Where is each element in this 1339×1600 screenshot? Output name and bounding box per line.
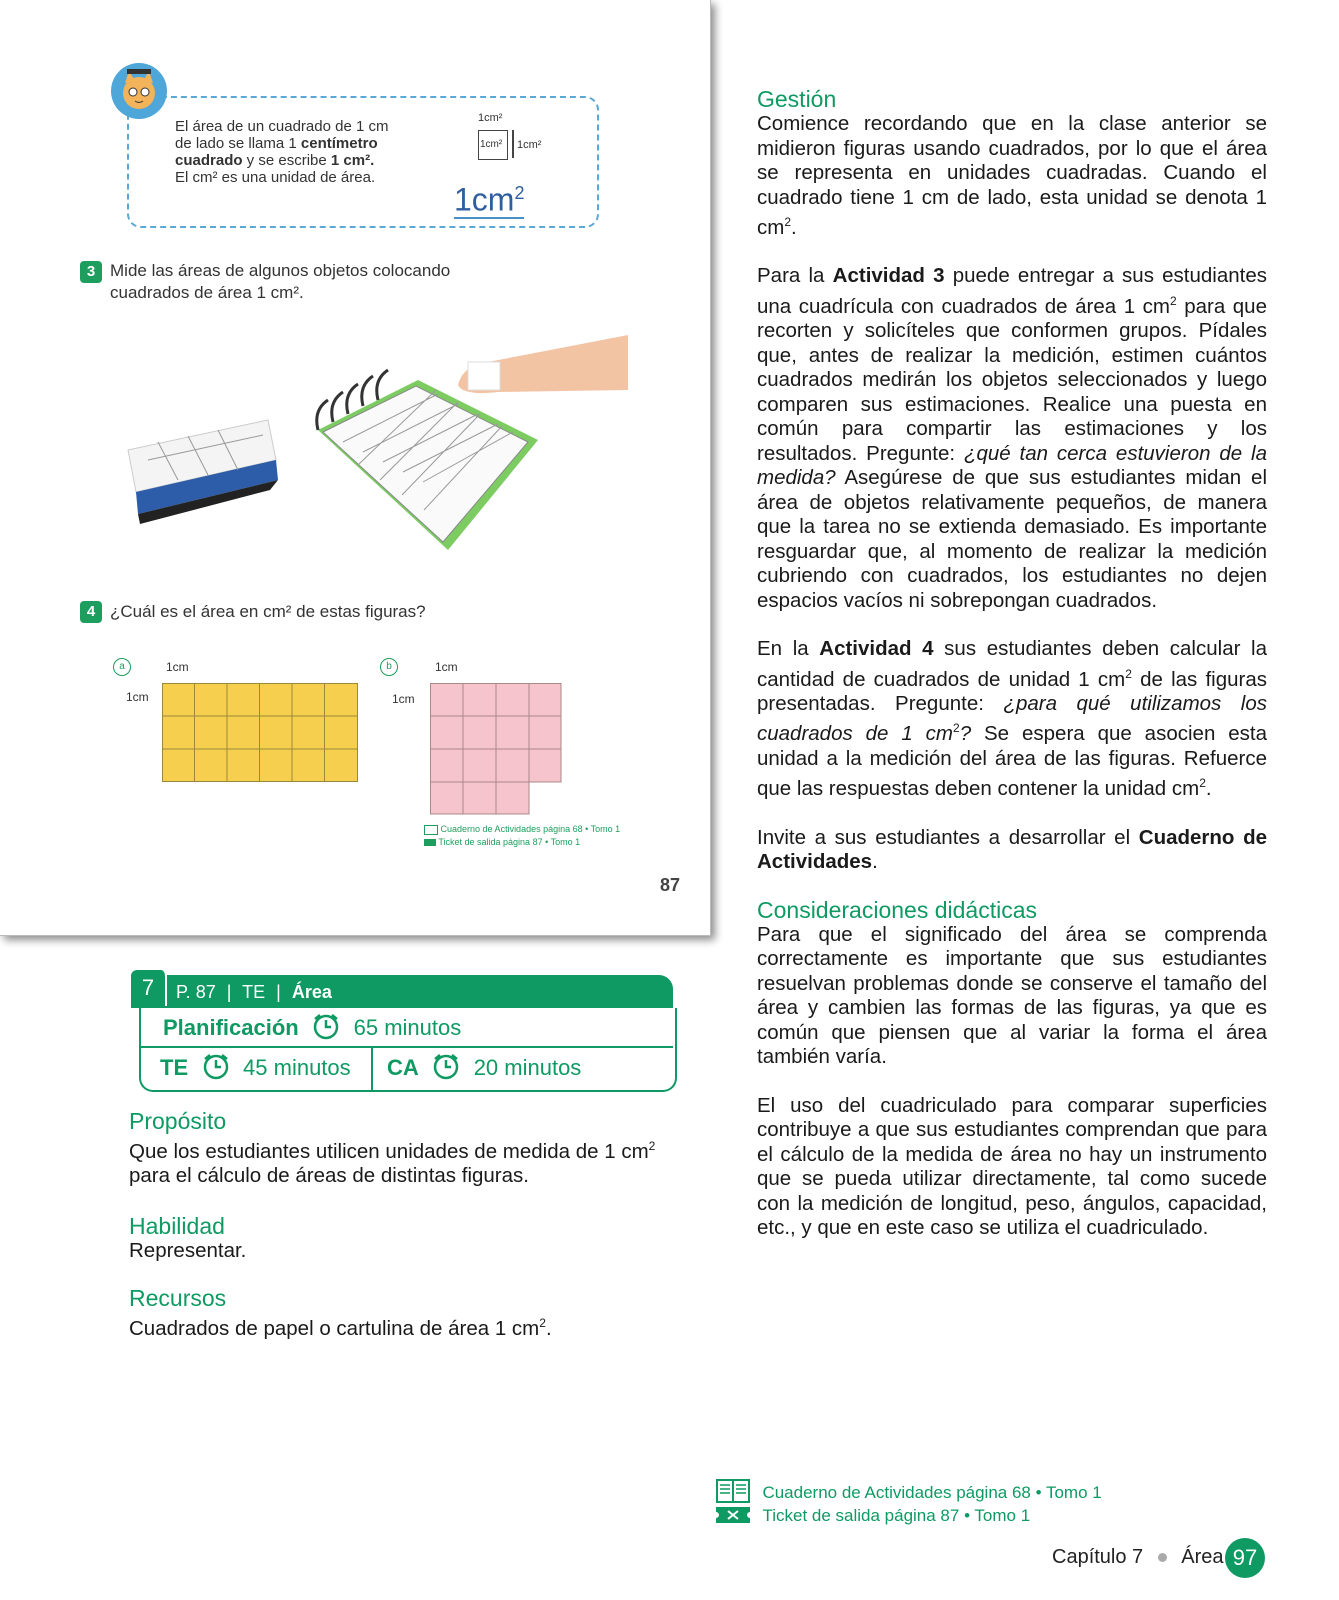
figure-a-grid [162,683,358,787]
recursos-title: Recursos [129,1285,227,1312]
recursos-text: Cuadrados de papel o cartulina de área 1 $cm^2$. [129,1316,552,1341]
square-inside-label: 1cm² [480,139,503,150]
figure-b-top-cm: 1cm [435,660,458,674]
footer-chapter: Capítulo 7 Área [1052,1546,1224,1568]
proposito-text: Que los estudiantes utilicen unidades de medida de 1 $cm^2$ para el cálculo de áreas de distintas figuras. [129,1139,656,1188]
figure-b-grid [430,683,562,820]
clock-icon [431,1052,461,1080]
gestion-p2: Para la Actividad 3 puede entregar a sus estudiantes una cuadrícula con cuadrados de área 1 $cm^2$ para que recorten y solicíteles que conformen grupos. Pídales que, antes de realizar la medición, estimen cuántos cuadrados medirán los objetos seleccionados y luego comparen sus estimaciones. Realice una puesta en común para compartir las estimaciones y los resultados. Pregunte: ¿qué tan cerca estuvieron de la medida? Asegúrese de que sus estudiantes midan el área de objetos relativamente pequeños, de manera que la tarea no se extienda demasiado. Es importante resguardar que, al momento de realizar la medición cubriendo con cuadrados, los estudiantes no dejen espacios vacíos ni sobrepongan cuadrados. [757,264,1268,612]
te-row: TE 45 minutos [160,1052,351,1081]
clock-icon [311,1012,341,1040]
student-page-number: 87 [660,875,681,895]
activity3-illustration [118,330,648,575]
activity4-badge: 4 [80,601,102,623]
figure-b-side-cm: 1cm [392,692,415,706]
finger-icon [458,335,628,393]
gestion-p3: En la Actividad 4 sus estudiantes deben calcular la cantidad de cuadrados de unidad 1 $cm^2$ de las figuras presentadas. Pregunte: ¿para qué utilizamos los cuadrados de 1 $cm^2$? Se espera que asocien esta unidad a la medición del área de las figuras. Refuerce que las respuestas deben contener la unidad $cm^2$. [757,637,1268,801]
proposito-title: Propósito [129,1108,227,1134]
gestion-p4: Invite a sus estudiantes a desarrollar el Cuaderno de Actividades. [757,825,1267,874]
figure-a-marker: a [113,658,131,676]
plan-header-text: P. 87 | TE | Área [176,982,332,1002]
info-text: El área de un cuadrado de 1 cm de lado se llama 1 centímetro cuadrado y se escribe 1 cm². El cm² es una unidad de área. [175,118,389,186]
activity3-badge: 3 [80,261,102,283]
student-ref-ticket: Ticket de salida página 87 • Tomo 1 [424,836,580,848]
square-side-mark [512,130,514,158]
square-top-label: 1cm² [478,112,503,124]
notebook-icon [317,370,538,550]
consideraciones-title: Consideraciones didácticas [757,896,1037,923]
ticket-icon [424,839,436,846]
ticket-icon [716,1505,750,1525]
footer-page-number: 97 [1225,1538,1265,1578]
habilidad-title: Habilidad [129,1212,225,1239]
clock-icon [201,1052,231,1080]
eraser-icon [128,420,278,524]
gestion-title: Gestión [757,86,837,112]
consideraciones-p1: Para que el significado del área se comprenda correctamente es importante que sus estudiantes resuelvan problemas donde se conserve el tamaño del área y cambien las formas de las figuras, ya que es común que piensen que al variar la forma el área también varía. [757,922,1267,1069]
mascot-icon [111,63,167,119]
footer-ref-cuaderno: Cuaderno de Actividades página 68 • Tomo 1 [716,1478,1102,1504]
big-unit-label: $1cm^2$ [454,176,524,219]
planificacion-row: Planificación 65 minutos [163,1012,461,1041]
activity4-text: ¿Cuál es el área en cm² de estas figuras? [110,602,426,621]
plan-chapter-number: 7 [131,970,167,1006]
footer-ref-ticket: Ticket de salida página 87 • Tomo 1 [716,1505,1030,1526]
plan-divider [141,1046,673,1048]
left-column [129,1108,689,1342]
consideraciones-p2: El uso del cuadriculado para comparar superficies contribuye a que sus estudiantes comprendan que para el cálculo de la medida de área no hay un instrumento que se pueda utilizar directamente, tal como sucede con la medición de longitud, peso, ángulos, capacidad, etc., y que en este caso se utiliza el cuadriculado. [757,1093,1267,1240]
figure-b-marker: b [380,658,398,676]
habilidad-text: Representar. [129,1238,247,1262]
activity3-text: Mide las áreas de algunos objetos colocando cuadrados de área 1 cm². [110,261,451,302]
student-ref-cuaderno: Cuaderno de Actividades página 68 • Tomo 1 [424,823,620,835]
book-icon [424,825,438,835]
figure-a-top-cm: 1cm [166,660,189,674]
book-icon [716,1478,750,1504]
bullet-dot [1158,1553,1167,1562]
square-side-label: 1cm² [517,139,542,151]
gestion-p1: Comience recordando que en la clase anterior se midieron figuras usando cuadrados, por lo que el área se representa en unidades cuadradas. Cuando el cuadrado tiene 1 cm de lado, esta unidad se denota 1 $cm^2$. [757,112,1267,239]
figure-a-side-cm: 1cm [126,690,149,704]
plan-vertical-divider [371,1048,373,1090]
ca-row: CA 20 minutos [387,1052,581,1081]
right-column [757,86,1267,1241]
